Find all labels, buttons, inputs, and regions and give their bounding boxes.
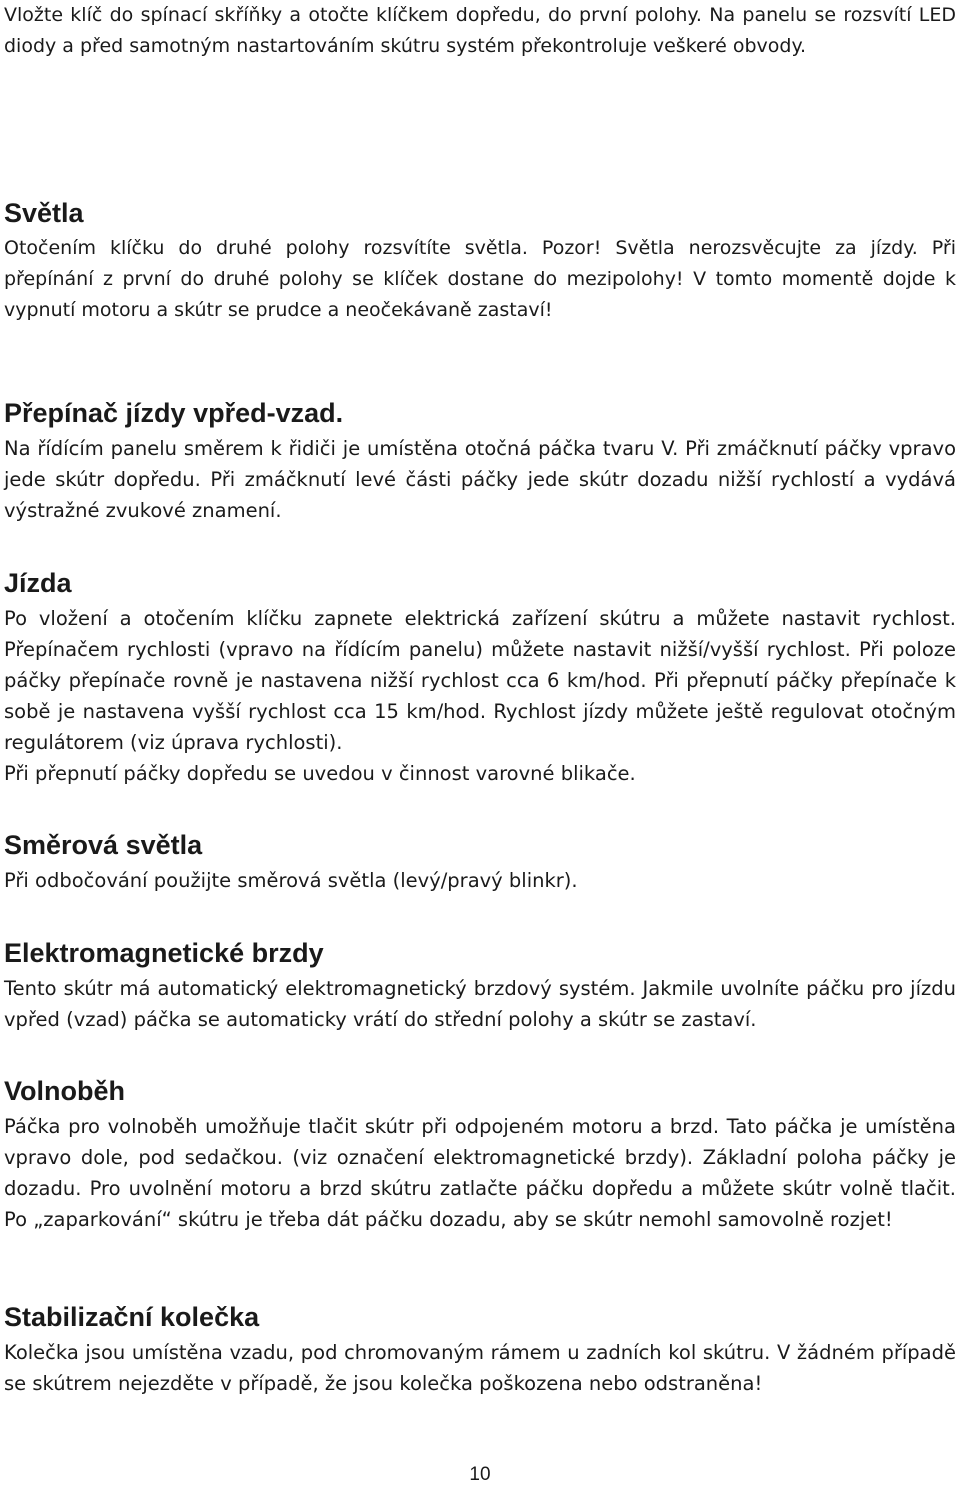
section-lights-paragraph: Otočením klíčku do druhé polohy rozsvítíte světla. Pozor! Světla nerozsvěcujte za jízdy. Při přepínání z první do druhé polohy se klíček dostane do mezipolohy! V tomto momentě dojde k vypnutí motoru a skútr se prudce a neočekávaně zastaví! xyxy=(4,237,956,321)
section-stabilizers xyxy=(4,1300,956,1399)
section-direction-switch xyxy=(4,396,956,526)
section-driving-paragraph-1: Po vložení a otočením klíčku zapnete elektrická zařízení skútru a můžete nastavit rychlost. Přepínačem rychlosti (vpravo na řídícím panelu) můžete nastavit nižší/vyšší rychlost. Při poloze páčky přepínače rovně je nastavena nižší rychlost cca 6 km/hod. Při přepnutí páčky přepínače k sobě je nastavena vyšší rychlost cca 15 km/hod. Rychlost jízdy můžete ještě regulovat otočným regulátorem (viz úprava rychlosti). xyxy=(4,607,956,754)
page-number: 10 xyxy=(469,1464,491,1485)
section-lights xyxy=(4,196,956,326)
section-direction-switch-paragraph: Na řídícím panelu směrem k řidiči je umístěna otočná páčka tvaru V. Při zmáčknutí páčky vpravo jede skútr dopředu. Při zmáčknutí levé části páčky jede skútr dozadu nižší rychlostí a vydává výstražné zvukové znamení. xyxy=(4,437,956,522)
section-driving xyxy=(4,566,956,789)
section-driving-paragraph-2: Při přepnutí páčky dopředu se uvedou v činnost varovné blikače. xyxy=(4,762,636,785)
section-heading-freewheel: Volnoběh xyxy=(4,1076,125,1106)
section-turn-signals-paragraph: Při odbočování použijte směrová světla (levý/pravý blinkr). xyxy=(4,869,578,892)
section-heading-driving: Jízda xyxy=(4,568,72,598)
section-heading-direction-switch: Přepínač jízdy vpřed-vzad. xyxy=(4,398,344,428)
section-heading-stabilizers: Stabilizační kolečka xyxy=(4,1302,260,1332)
section-heading-turn-signals: Směrová světla xyxy=(4,830,203,860)
section-stabilizers-paragraph: Kolečka jsou umístěna vzadu, pod chromovaným rámem u zadních kol skútru. V žádném případě se skútrem nejezděte v případě, že jsou kolečka poškozena nebo odstraněna! xyxy=(4,1341,956,1395)
intro-block xyxy=(4,0,956,62)
intro-paragraph: Vložte klíč do spínací skříňky a otočte klíčkem dopředu, do první polohy. Na panelu se rozsvítí LED diody a před samotným nastartováním skútru systém překontroluje veškeré obvody. xyxy=(4,4,956,57)
section-heading-lights: Světla xyxy=(4,198,84,228)
section-freewheel xyxy=(4,1074,956,1235)
section-heading-brakes: Elektromagnetické brzdy xyxy=(4,938,324,968)
section-turn-signals xyxy=(4,828,956,896)
section-brakes xyxy=(4,936,956,1035)
section-brakes-paragraph: Tento skútr má automatický elektromagnetický brzdový systém. Jakmile uvolníte páčku pro jízdu vpřed (vzad) páčka se automaticky vrátí do střední polohy a skútr se zastaví. xyxy=(4,977,956,1031)
section-freewheel-paragraph: Páčka pro volnoběh umožňuje tlačit skútr při odpojeném motoru a brzd. Tato páčka je umístěna vpravo dole, pod sedačkou. (viz označení elektromagnetické brzdy). Základní poloha páčky je dozadu. Pro uvolnění motoru a brzd skútru zatlačte páčku dopředu a můžete skútr volně tlačit. Po „zaparkování“ skútru je třeba dát páčku dozadu, aby se skútr nemohl samovolně rozjet! xyxy=(4,1115,956,1231)
